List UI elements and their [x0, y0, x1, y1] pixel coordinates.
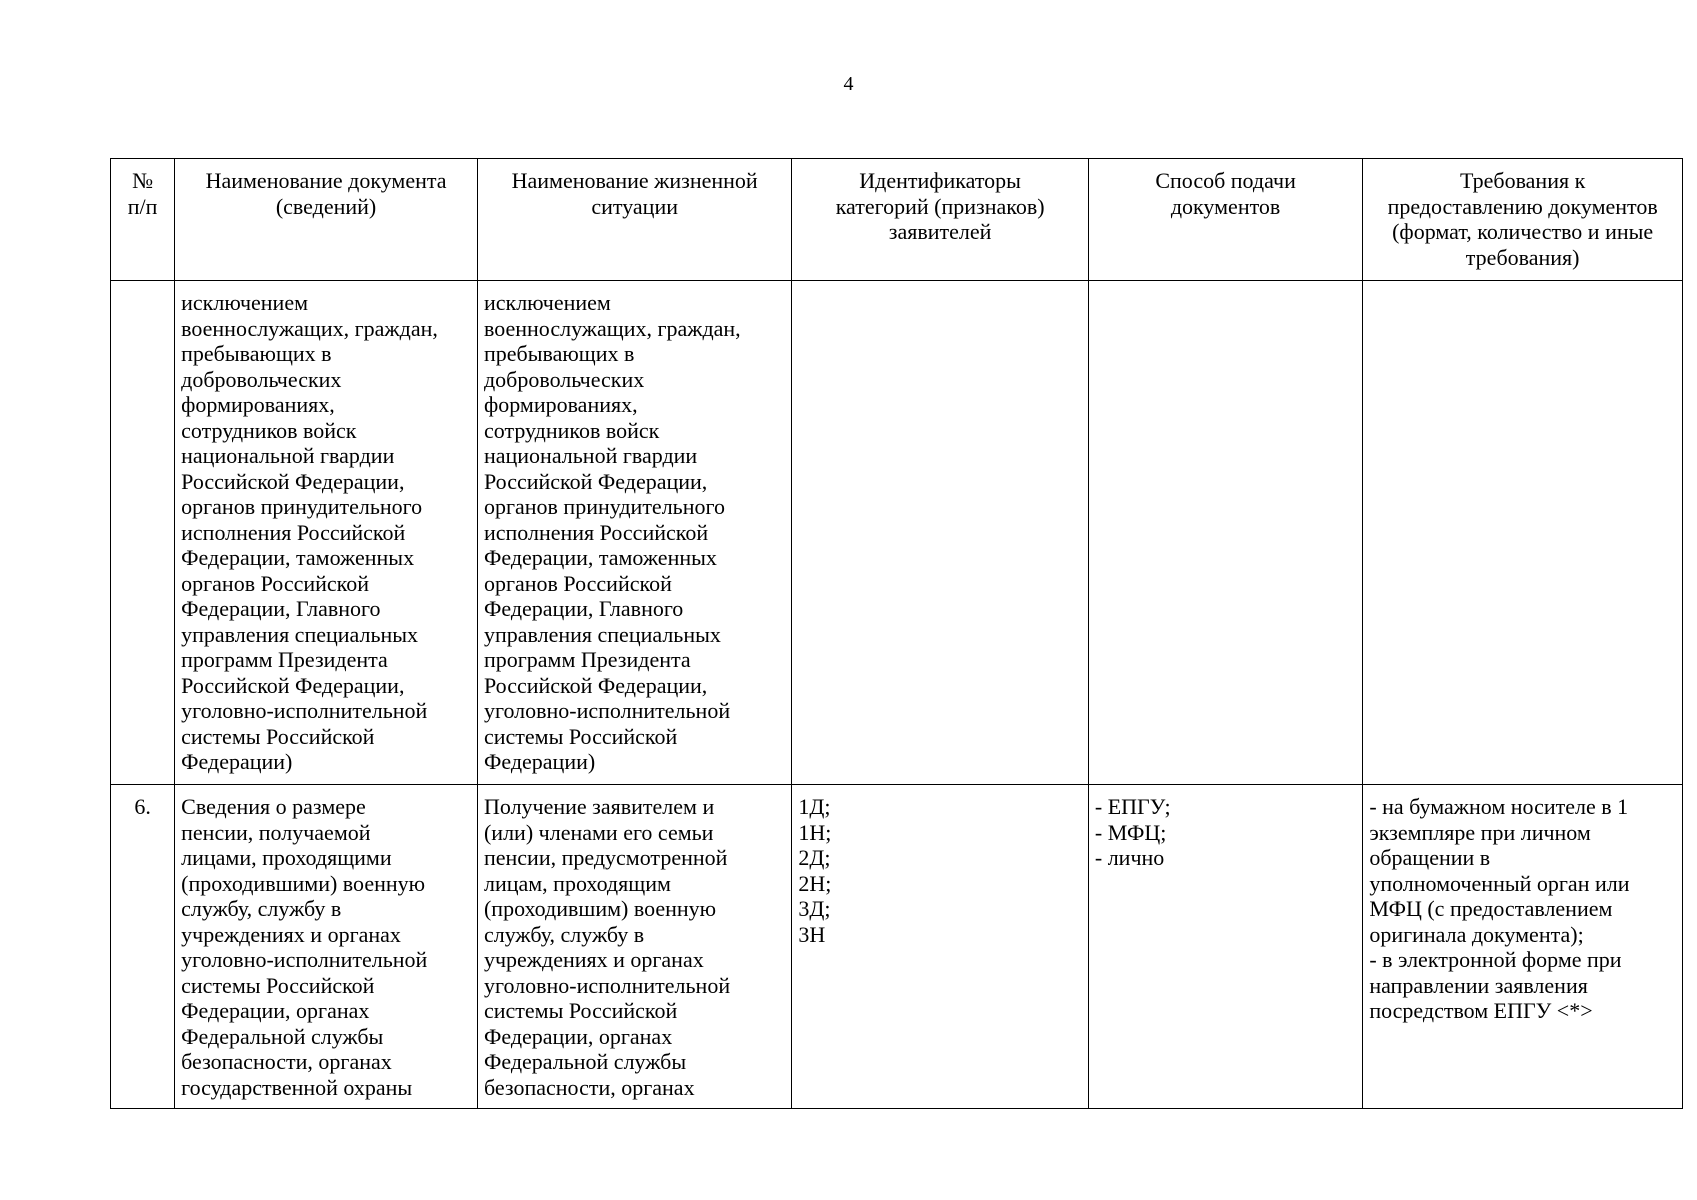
cell-text-line: пенсии, получаемой: [181, 819, 371, 845]
cell-text-line: национальной гвардии: [483, 443, 698, 468]
table-row: [111, 281, 1683, 785]
cell-text-line: категорий (признаков): [835, 193, 1045, 219]
header-cell: [111, 159, 175, 281]
cell-text-line: ситуации: [591, 193, 678, 219]
cell-text-line: Идентификаторы: [859, 168, 1021, 193]
cell-text-line: национальной гвардии: [181, 443, 395, 468]
cell-text-line: сотрудников войск: [483, 417, 660, 443]
cell-text-line: органов Российской: [483, 570, 672, 596]
cell-text-line: Федеральной службы: [181, 1023, 384, 1049]
cell-text-line: №: [132, 168, 154, 193]
documents-table: [110, 158, 1683, 1109]
cell-text-line: Российской Федерации,: [181, 672, 405, 698]
document-name-cell: [175, 785, 478, 1109]
cell-text-line: военнослужащих, граждан,: [181, 315, 438, 341]
cell-text-line: уголовно-исполнительной: [483, 972, 731, 998]
cell-text-line: направлении заявления: [1369, 972, 1588, 998]
cell-text-line: 3Д;: [798, 896, 831, 921]
cell-text-line: Федерации, таможенных: [181, 545, 415, 570]
cell-text-line: Сведения о размере: [181, 794, 366, 819]
cell-text-line: уголовно-исполнительной: [483, 698, 731, 723]
cell-text-line: Требования к: [1460, 168, 1586, 193]
cell-text-line: Российской Федерации,: [483, 672, 708, 698]
cell-text-line: сотрудников войск: [181, 417, 357, 443]
cell-text-line: исключением: [181, 290, 309, 315]
cell-text-line: органов принудительного: [483, 494, 725, 519]
life-situation-cell: [477, 281, 791, 785]
cell-text-line: службу, службу в: [181, 896, 342, 921]
cell-text-line: 1Д;: [798, 794, 831, 819]
cell-text-line: пребывающих в: [483, 341, 635, 366]
cell-text-line: Наименование жизненной: [511, 168, 758, 193]
cell-text-line: оригинала документа);: [1369, 921, 1584, 947]
cell-text-line: Российской Федерации,: [181, 468, 405, 494]
row-number-cell: [111, 281, 175, 785]
cell-text-line: 2Н;: [798, 870, 832, 896]
cell-text-line: требования): [1465, 244, 1580, 270]
cell-text-line: Федерации, органах: [181, 998, 370, 1023]
page-number: 4: [843, 73, 854, 95]
cell-text-line: системы Российской: [483, 998, 678, 1023]
cell-text-line: пенсии, предусмотренной: [483, 845, 728, 870]
table-row: [111, 785, 1683, 1109]
cell-text-line: Федерации, органах: [483, 1023, 673, 1049]
cell-text-line: - на бумажном носителе в 1: [1369, 794, 1629, 819]
cell-text-line: учреждениях и органах: [181, 921, 401, 947]
cell-text-line: уголовно-исполнительной: [181, 947, 428, 972]
cell-text-line: (сведений): [275, 193, 377, 219]
cell-text-line: военнослужащих, граждан,: [483, 315, 741, 341]
header-cell: [175, 159, 478, 281]
cell-text-line: формированиях,: [483, 392, 638, 417]
cell-text-line: 1Н;: [798, 819, 832, 845]
header-cell: [1088, 159, 1362, 281]
cell-text-line: Способ подачи: [1155, 168, 1296, 193]
cell-text-line: (проходившими) военную: [181, 870, 426, 896]
cell-text-line: программ Президента: [181, 647, 388, 672]
cell-text-line: Российской Федерации,: [483, 468, 708, 494]
cell-text-line: программ Президента: [483, 647, 691, 672]
cell-text-line: (или) членами его семьи: [483, 819, 714, 845]
cell-text-line: исполнения Российской: [483, 519, 709, 545]
cell-text-line: заявителей: [888, 219, 992, 244]
cell-text-line: Наименование документа: [205, 168, 447, 193]
cell-text-line: уголовно-исполнительной: [181, 698, 428, 723]
cell-text-line: - ЕПГУ;: [1094, 794, 1171, 819]
header-cell: [1363, 159, 1683, 281]
cell-text-line: добровольческих: [181, 366, 342, 392]
cell-text-line: органов Российской: [181, 570, 370, 596]
cell-text-line: п/п: [127, 193, 158, 219]
cell-text-line: формированиях,: [181, 392, 335, 417]
cell-text-line: - МФЦ;: [1094, 819, 1167, 845]
cell-text-line: лицам, проходящим: [483, 870, 671, 896]
cell-text-line: Федерации, таможенных: [483, 545, 717, 570]
cell-text-line: государственной охраны: [181, 1074, 413, 1100]
cell-text-line: Федерации): [181, 749, 293, 774]
cell-text-line: (формат, количество и иные: [1392, 219, 1654, 244]
cell-text-line: учреждениях и органах: [483, 947, 704, 972]
cell-text-line: добровольческих: [483, 366, 645, 392]
cell-text-line: безопасности, органах: [181, 1049, 392, 1074]
cell-text-line: обращении в: [1369, 845, 1491, 870]
cell-text-line: предоставлению документов: [1387, 193, 1658, 219]
identifiers-cell: [792, 281, 1089, 785]
cell-text-line: документов: [1170, 193, 1281, 219]
cell-text-line: системы Российской: [181, 972, 375, 998]
requirements-cell: [1363, 281, 1683, 785]
cell-text-line: 3Н: [798, 921, 826, 947]
cell-text-line: системы Российской: [181, 723, 375, 749]
cell-text-line: экземпляре при личном: [1369, 819, 1591, 845]
cell-text-line: безопасности, органах: [483, 1074, 695, 1100]
identifiers-cell: [792, 785, 1089, 1109]
cell-text-line: Федерации): [483, 749, 596, 774]
cell-text-line: управления специальных: [181, 621, 419, 647]
cell-text-line: органов принудительного: [181, 494, 423, 519]
submission-method-cell: [1088, 281, 1362, 785]
cell-text-line: (проходившим) военную: [483, 896, 717, 921]
submission-method-cell: [1088, 785, 1362, 1109]
cell-text-line: Федерации, Главного: [181, 596, 381, 621]
table-header-row: [111, 159, 1683, 281]
cell-text-line: Федеральной службы: [483, 1049, 687, 1074]
cell-text-line: МФЦ (с предоставлением: [1369, 896, 1613, 921]
cell-text-line: Федерации, Главного: [483, 596, 684, 621]
row-number-cell: 6.: [111, 785, 175, 1109]
cell-text-line: Получение заявителем и: [483, 794, 715, 819]
cell-text-line: исключением: [483, 290, 611, 315]
cell-text-line: уполномоченный орган или: [1369, 870, 1630, 896]
cell-text-line: посредством ЕПГУ <*>: [1369, 998, 1593, 1023]
requirements-cell: [1363, 785, 1683, 1109]
cell-text-line: пребывающих в: [181, 341, 332, 366]
cell-text-line: исполнения Российской: [181, 519, 406, 545]
cell-text-line: системы Российской: [483, 723, 678, 749]
cell-text-line: - в электронной форме при: [1369, 947, 1622, 972]
cell-text-line: - лично: [1094, 845, 1165, 870]
cell-text-line: управления специальных: [483, 621, 721, 647]
cell-text-line: лицами, проходящими: [181, 845, 392, 870]
life-situation-cell: [477, 785, 791, 1109]
header-cell: [792, 159, 1089, 281]
header-cell: [477, 159, 791, 281]
cell-text-line: 2Д;: [798, 845, 831, 870]
cell-text-line: службу, службу в: [483, 921, 645, 947]
document-name-cell: [175, 281, 478, 785]
